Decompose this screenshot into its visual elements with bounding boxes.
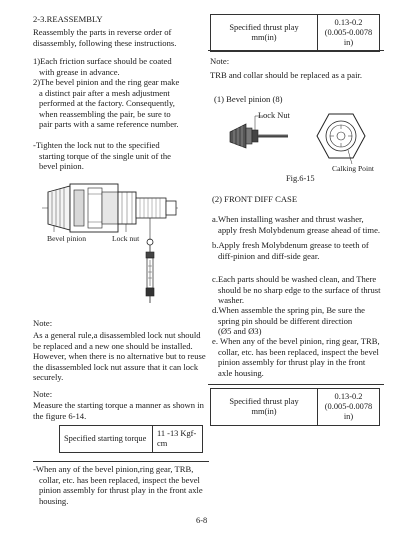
divider: [33, 461, 209, 462]
divider: [208, 50, 384, 51]
step-a: a.When installing washer and thrust washer, apply fresh Molybdenum grease ahead of time.: [212, 214, 381, 235]
intro-paragraph: Reassembly the parts in reverse order of disassembly, following these instructions.: [33, 27, 177, 48]
fig-label-bevel-pinion: Bevel pinion: [47, 234, 87, 243]
step-c: c.Each parts should be washed clean, and There should be no sharp edge to the surface of thrust washer.: [212, 274, 381, 306]
thrust-play-value-cell: 0.13-0.2 (0.005-0.0078 in): [318, 389, 380, 426]
thrust-play-label-cell: Specified thrust play mm(in): [211, 389, 318, 426]
thrust-play-label-cell: Specified thrust play mm(in): [211, 15, 318, 52]
starting-torque-table: [59, 425, 203, 453]
fig-label-lock-nut: Lock nut: [112, 234, 140, 243]
table-row: [211, 15, 380, 52]
item-2: 2)The bevel pinion and the ring gear make a distinct pair after a mesh adjustment performed at the factory. Consequently, when reassembling the pair, be sure to pair parts with a same reference number.: [33, 77, 180, 130]
note-1-body: As a general rule,a disassembled lock nut should be replaced and a new one should be installed. However, when there is no alternative but to reuse the disassembled lock nut assure that it can lock securely.: [33, 330, 206, 383]
section-heading: 2-3.REASSEMBLY: [33, 14, 103, 24]
figure-caption: Fig.6-15: [286, 174, 315, 183]
torque-value-cell: 11 -13 Kgf-cm: [153, 426, 203, 453]
tighten-instruction: -Tighten the lock nut to the specified starting torque of the single unit of the bevel pinion.: [33, 140, 171, 172]
divider: [208, 384, 384, 385]
thrust-play-value-cell: 0.13-0.2 (0.005-0.0078 in): [318, 15, 380, 52]
thrust-play-table-top: [210, 14, 380, 52]
note-2-title: Note:: [33, 389, 53, 399]
front-diff-case-subheading: (2) FRONT DIFF CASE: [212, 194, 298, 204]
step-b: b.Apply fresh Molybdenum grease to teeth of diff-pinion and diff-side gear.: [212, 240, 369, 261]
bevel-pinion-subheading: (1) Bevel pinion (8): [214, 94, 283, 104]
table-row: [60, 426, 203, 453]
page-number: 6-8: [196, 516, 208, 525]
fig-label-calking-point: Calking Point: [332, 164, 374, 173]
torque-label-cell: Specified starting torque: [60, 426, 153, 453]
thrust-play-table-bottom: [210, 388, 380, 426]
step-e: e. When any of the bevel pinion, ring gear, TRB, collar, etc. has been replaced, inspect the bevel pinion assembly for thrust play in the front axle housing.: [212, 336, 380, 378]
fig-label-lock-nut-right: Lock Nut: [258, 111, 290, 120]
item-1: 1)Each friction surface should be coated with grease in advance.: [33, 56, 172, 77]
trb-note-title: Note:: [210, 56, 230, 66]
step-d: d.When assemble the spring pin, Be sure the spring pin should be different direction (Ø5 and Ø3): [212, 305, 365, 337]
note-2-body: Measure the starting torque a manner as shown in the figure 6-14.: [33, 400, 204, 421]
replacement-instruction: -When any of the bevel pinion,ring gear, TRB, collar, etc. has been replaced, inspect the bevel pinion assembly for thrust play in the front axle housing.: [33, 464, 203, 506]
trb-note-body: TRB and collar should be replaced as a pair.: [210, 70, 363, 80]
note-1-title: Note:: [33, 318, 53, 328]
table-row: [211, 389, 380, 426]
